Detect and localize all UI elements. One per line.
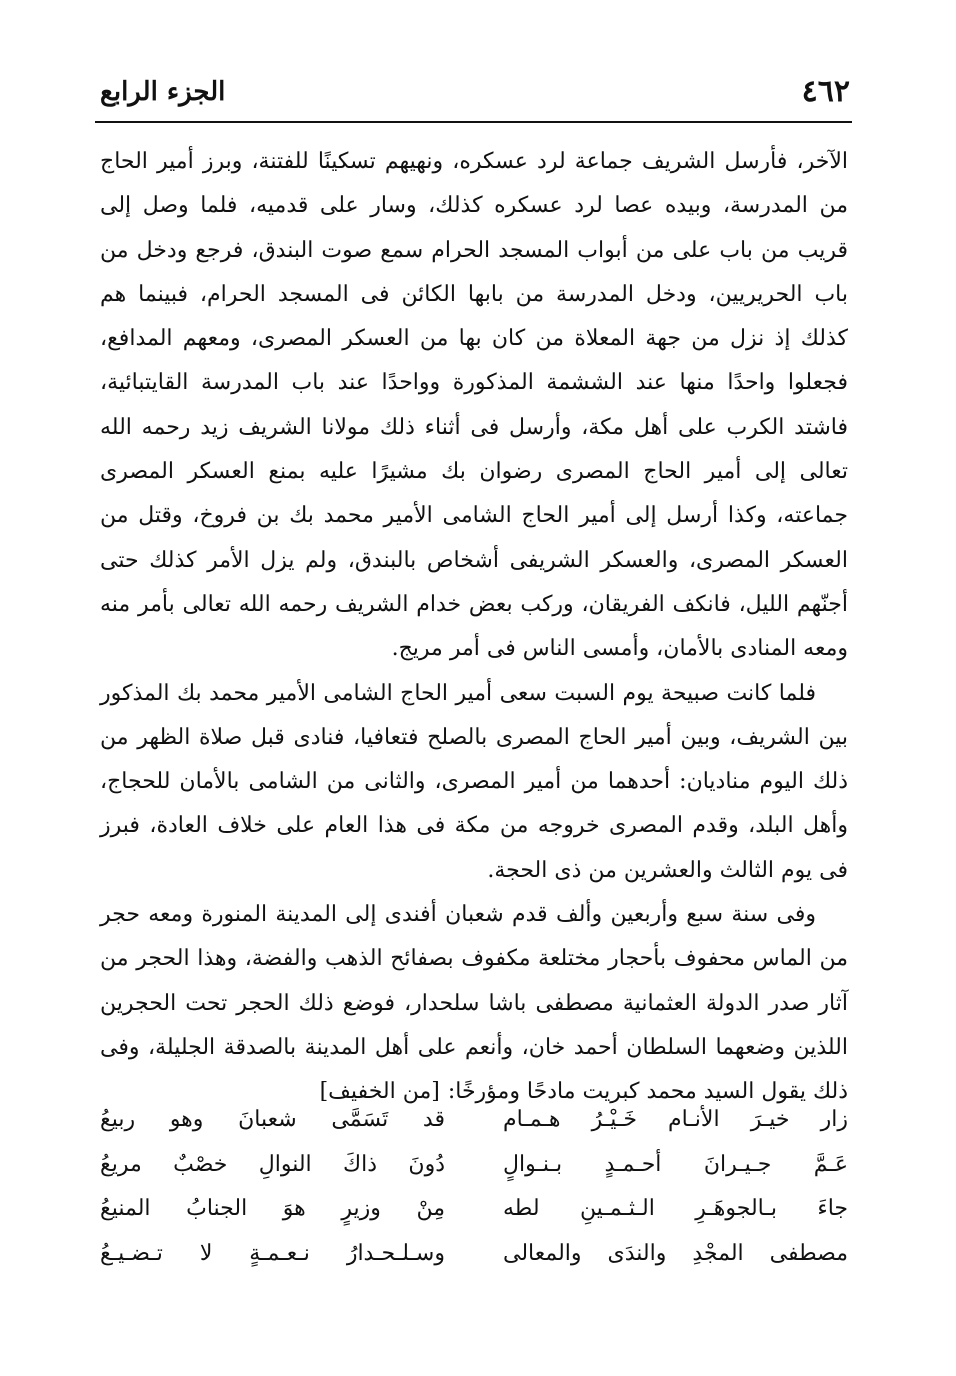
- first-hemistich: عَـمَّ جـيـرانَ أحـمـدٍ بـنـوالٍ: [503, 1151, 848, 1177]
- page-number: ٤٦٢: [801, 74, 850, 109]
- poem-verse: [100, 1232, 848, 1277]
- first-hemistich: جاءَ بـالجوهَـرِ الـثـمـينِ لطه: [503, 1196, 848, 1221]
- poem: [100, 1098, 848, 1276]
- second-hemistich: وسـلـحـدارُ نـعـمـةٍ لا تـضـيـعُ: [100, 1240, 445, 1266]
- meter-label: [من الخفيف]: [319, 1079, 440, 1105]
- paragraph: [100, 893, 848, 1114]
- main-text: [100, 140, 848, 1115]
- header-rule: [95, 121, 852, 123]
- poem-verse: [100, 1098, 848, 1143]
- poem-verse: [100, 1143, 848, 1188]
- poem-verse: [100, 1187, 848, 1232]
- running-title: الجزء الرابع: [100, 77, 226, 107]
- paragraph-text: وفى سنة سبع وأربعين وألف قدم شعبان أفندى إلى المدينة المنورة ومعه حجر من الماس محفوف بأحجار مختلعة مكفوف بصفائح الذهب والفضة، وهذا الحجر من آثار صدر الدولة العثمانية مصطفى باشا سلحدار، فوضع ذلك الحجر تحت الحجرين اللذين وضعهما السلطان أحمد خان، وأنعم على أهل المدينة بالصدقة الجليلة، وفى ذلك يقول السيد محمد كبريت مادحًا ومؤرخًا:: [100, 902, 848, 1105]
- paragraph: الآخر، فأرسل الشريف جماعة لرد عسكره، ونهيهم تسكينًا للفتنة، وبرز أمير الحاج من المدرسة، وبيده عصا لرد عسكره كذلك، وسار على قدميه، فلما وصل إلى قريب من باب على من أبواب المسجد الحرام سمع صوت البندق، فرجع ودخل من باب الحريريين، ودخل المدرسة من بابها الكائن فى المسجد الحرام، فبينما هم كذلك إذ نزل من جهة المعلاة من كان بها من العسكر المصرى، ومعهم المدافع، فجعلوا واحدًا منها عند الششمة المذكورة وواحدًا عند باب المدرسة القايتبائية، فاشتد الكرب على أهل مكة، وأرسل فى أثناء ذلك مولانا الشريف زيد رحمه الله تعالى إلى أمير الحاج المصرى رضوان بك مشيرًا عليه بمنع العسكر المصرى جماعته، وكذا أرسل إلى أمير الحاج الشامى الأمير محمد بك بن فروخ، وقتل من العسكر المصرى، والعسكر الشريفى أشخاص بالبندق، ولم يزل الأمر كذلك حتى أجنّهم الليل، فانكف الفريقان، وركب بعض خدام الشريف رحمه الله تعالى بأمر منه ومعه المنادى بالأمان، وأمسى الناس فى أمر مريج.: [100, 149, 848, 662]
- first-hemistich: مصطفى المجْدِ والندَى والمعالى: [503, 1240, 848, 1266]
- page-header: [100, 70, 850, 116]
- first-hemistich: زار خيـرَ الأنـام خَـيْـرُ هـمـام: [503, 1107, 848, 1132]
- second-hemistich: دُونَ ذاكَ النوالِ خصْبٌ مريعُ: [100, 1151, 445, 1177]
- paragraph: فلما كانت صبيحة يوم السبت سعى أمير الحاج الشامى الأمير محمد بك المذكور بين الشريف، وبين أمير الحاج المصرى بالصلح فتعافيا، فنادى قبل صلاة الظهر من ذلك اليوم مناديان: أحدهما من أمير المصرى، والثانى من الشامى بالأمان للحجاج، وأهل البلد، وقدم المصرى خروجه من مكة فى هذا العام على خلاف العادة، فبرز فى يوم الثالث والعشرين من ذى الحجة.: [100, 680, 848, 883]
- second-hemistich: مِنْ وزيرٍ هوَ الجنابُ المنيعُ: [100, 1196, 445, 1221]
- second-hemistich: قد تَسَمَّى شعبانَ وهو ربيعُ: [100, 1107, 445, 1132]
